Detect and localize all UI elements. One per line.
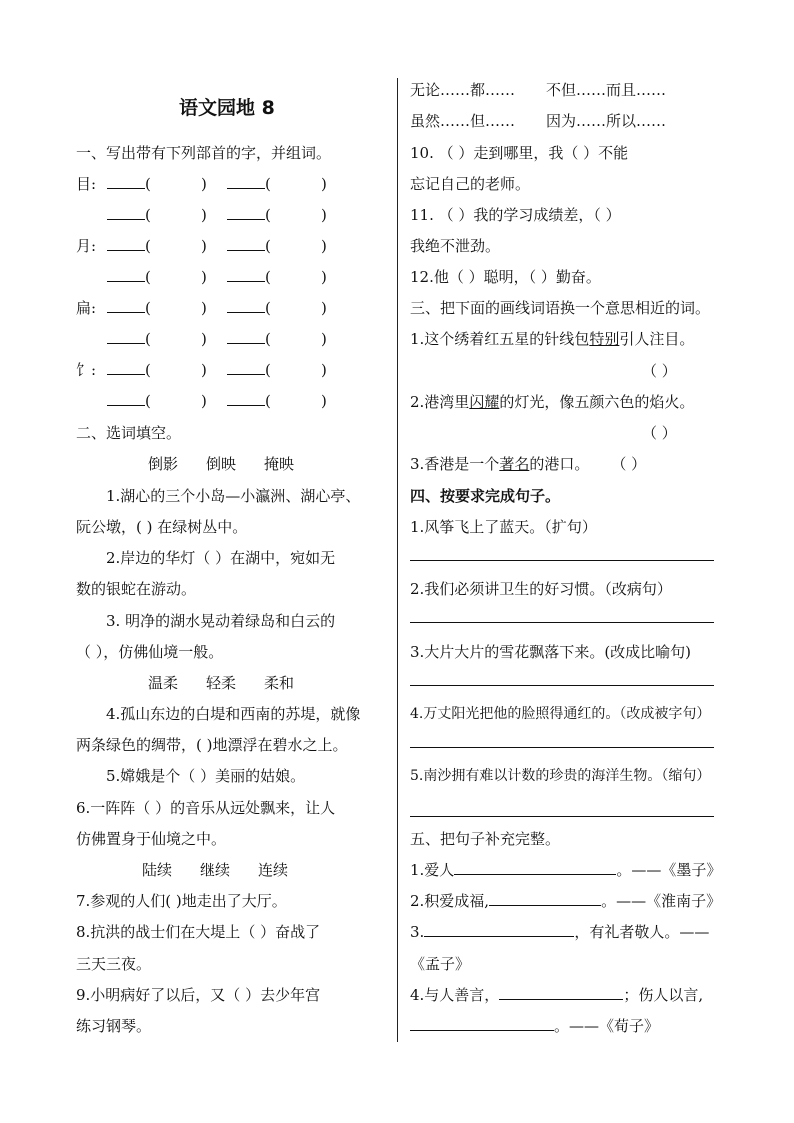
section5-heading: 五、把句子补充完整。 xyxy=(410,830,561,848)
word-bank xyxy=(148,454,322,474)
section1-heading: 一、写出带有下列部首的字，并组词。 xyxy=(76,144,332,162)
radical-row: ( ) ( ) xyxy=(76,267,325,287)
answer-line[interactable] xyxy=(410,560,714,561)
conjunction-option: 虽然……但…… xyxy=(410,112,516,130)
answer-parens: （ ） xyxy=(642,362,677,380)
question-text: 3. ，有礼者敬人。—— xyxy=(410,923,710,941)
question-text: 4.与人善言， ；伤人以言, xyxy=(410,986,704,1004)
word-option: 倒影 xyxy=(148,455,179,473)
question-text: 仿佛置身于仙境之中。 xyxy=(76,830,227,848)
question-text: 阮公墩，( ) 在绿树丛中。 xyxy=(76,518,248,536)
section3-heading: 三、把下面的画线词语换一个意思相近的词。 xyxy=(410,299,711,317)
question-text: 3.大片大片的雪花飘落下来。(改成比喻句) xyxy=(410,643,692,661)
radical-row: ( ) ( ) xyxy=(76,205,325,225)
radical-label: 饣: xyxy=(76,361,97,379)
word-option: 倒映 xyxy=(206,455,237,473)
question-text: 三天三夜。 xyxy=(76,955,152,973)
question-text: 8.抗洪的战士们在大堤上（ ）奋战了 xyxy=(76,923,321,941)
word-option: 继续 xyxy=(200,861,231,879)
word-option: 连续 xyxy=(258,861,289,879)
answer-line[interactable] xyxy=(410,622,714,623)
radical-label: 扁: xyxy=(76,299,97,317)
fill-blank[interactable] xyxy=(499,985,623,1000)
fill-blank[interactable] xyxy=(410,1016,554,1031)
word-option: 掩映 xyxy=(264,455,295,473)
word-bank xyxy=(148,673,322,693)
radical-row: 目: ( ) ( ) xyxy=(76,175,327,193)
page-title: 语文园地 8 xyxy=(179,97,275,119)
word-option: 陆续 xyxy=(142,861,173,879)
question-text: 5.嫦娥是个（ ）美丽的姑娘。 xyxy=(106,767,306,785)
conjunction-row xyxy=(410,80,666,100)
conjunction-option: 无论……都…… xyxy=(410,81,516,99)
radical-row: 饣: ( ) ( ) xyxy=(76,361,327,379)
question-text: 2.我们必须讲卫生的好习惯。（改病句） xyxy=(410,580,672,598)
question-text: 2.积爱成福, 。——《淮南子》 xyxy=(410,892,722,910)
question-text: 7.参观的人们( )地走出了大厅。 xyxy=(76,892,287,910)
radical-label: 目: xyxy=(76,175,97,193)
question-text: 我绝不泄劲。 xyxy=(410,237,501,255)
answer-line[interactable] xyxy=(410,685,714,686)
question-text: 1.风筝飞上了蓝天。（扩句） xyxy=(410,518,597,536)
conjunction-row xyxy=(410,111,666,131)
question-text: 4.孤山东边的白堤和西南的苏堤，就像 xyxy=(106,705,361,723)
question-text: 10. （ ）走到哪里，我（ ）不能 xyxy=(410,144,629,162)
conjunction-option: 不但……而且…… xyxy=(546,81,667,99)
question-text: 3.香港是一个著名的港口。 （ ） xyxy=(410,455,647,473)
underlined-word: 特别 xyxy=(589,330,620,348)
radical-row: 月: ( ) ( ) xyxy=(76,237,327,255)
radical-label: 月: xyxy=(76,237,97,255)
fill-blank[interactable] xyxy=(424,922,574,937)
answer-parens: （ ） xyxy=(642,424,677,442)
underlined-word: 著名 xyxy=(499,455,530,473)
question-text: 《孟子》 xyxy=(410,955,471,973)
word-option: 温柔 xyxy=(148,674,179,692)
question-text: 3. 明净的湖水晃动着绿岛和白云的 xyxy=(106,612,336,630)
section2-heading: 二、选词填空。 xyxy=(76,424,182,442)
question-text: 5.南沙拥有难以计数的珍贵的海洋生物。（缩句） xyxy=(410,768,711,784)
question-text: 12.他（ ）聪明，（ ）勤奋。 xyxy=(410,268,601,286)
question-text: 2.岸边的华灯（ ）在湖中，宛如无 xyxy=(106,549,336,567)
question-text: 忘记自己的老师。 xyxy=(410,175,531,193)
word-option: 柔和 xyxy=(264,674,295,692)
question-text: 数的银蛇在游动。 xyxy=(76,580,197,598)
section4-heading: 四、按要求完成句子。 xyxy=(410,487,561,505)
answer-line[interactable] xyxy=(410,747,714,748)
question-text: 。——《荀子》 xyxy=(410,1016,659,1036)
radical-row: ( ) ( ) xyxy=(76,391,325,411)
question-text: 11. （ ）我的学习成绩差，（ ） xyxy=(410,206,621,224)
question-text: 两条绿色的绸带，( )地漂浮在碧水之上。 xyxy=(76,736,348,754)
radical-row: 扁: ( ) ( ) xyxy=(76,299,327,317)
fill-blank[interactable] xyxy=(489,891,601,906)
word-bank xyxy=(142,860,316,880)
fill-blank[interactable] xyxy=(454,860,616,875)
question-text: 2.港湾里闪耀的灯光，像五颜六色的焰火。 xyxy=(410,393,695,411)
conjunction-option: 因为……所以…… xyxy=(546,112,667,130)
question-text: 9.小明病好了以后，又（ ）去少年宫 xyxy=(76,986,321,1004)
question-text: 6.一阵阵（ ）的音乐从远处飘来，让人 xyxy=(76,799,336,817)
question-text: 1.这个绣着红五星的针线包特别引人注目。 xyxy=(410,330,695,348)
underlined-word: 闪耀 xyxy=(469,393,500,411)
question-text: 4.万丈阳光把他的脸照得通红的。（改成被字句） xyxy=(410,706,711,722)
question-text: 1.爱人 。——《墨子》 xyxy=(410,861,722,879)
radical-row: ( ) ( ) xyxy=(76,329,325,349)
question-text: 练习钢琴。 xyxy=(76,1017,152,1035)
column-divider xyxy=(397,78,398,1042)
answer-line[interactable] xyxy=(410,816,714,817)
question-text: （ ），仿佛仙境一般。 xyxy=(76,643,224,661)
question-text: 1.湖心的三个小岛—小瀛洲、湖心亭、 xyxy=(106,487,361,505)
word-option: 轻柔 xyxy=(206,674,237,692)
